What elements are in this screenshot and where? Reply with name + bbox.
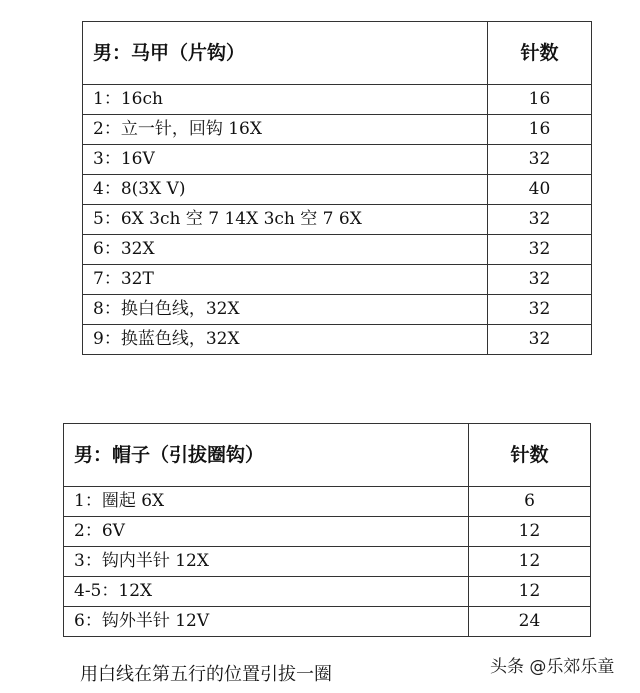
step-instruction: 1：16ch <box>83 85 488 115</box>
table-row <box>83 295 592 325</box>
table-row <box>83 265 592 295</box>
step-instruction: 3：16V <box>83 145 488 175</box>
table-row <box>83 175 592 205</box>
table-row <box>64 547 591 577</box>
stitch-count: 16 <box>488 85 592 115</box>
table-row <box>83 145 592 175</box>
stitch-count: 12 <box>469 547 591 577</box>
table-row <box>64 517 591 547</box>
stitch-count: 32 <box>488 295 592 325</box>
step-instruction: 7：32T <box>83 265 488 295</box>
stitch-count: 32 <box>488 235 592 265</box>
stitch-count: 24 <box>469 607 591 637</box>
table-row <box>83 85 592 115</box>
stitch-count: 6 <box>469 487 591 517</box>
stitch-count: 32 <box>488 205 592 235</box>
table-row <box>83 205 592 235</box>
table-row <box>83 325 592 355</box>
step-instruction: 4：8(3X V) <box>83 175 488 205</box>
stitch-count: 12 <box>469 517 591 547</box>
watermark-text: 头条 @乐郊乐童 <box>490 657 615 677</box>
step-instruction: 1：圈起 6X <box>64 487 469 517</box>
stitch-count-header: 针数 <box>469 424 591 487</box>
hat-title: 男：帽子（引拔圈钩） <box>64 424 469 487</box>
step-instruction: 2：6V <box>64 517 469 547</box>
step-instruction: 5：6X 3ch 空 7 14X 3ch 空 7 6X <box>83 205 488 235</box>
step-instruction: 8：换白色线，32X <box>83 295 488 325</box>
stitch-count-header: 针数 <box>488 22 592 85</box>
table-row <box>64 577 591 607</box>
step-instruction: 6：钩外半针 12V <box>64 607 469 637</box>
table-header-row <box>83 22 592 85</box>
stitch-count: 40 <box>488 175 592 205</box>
vest-title: 男：马甲（片钩） <box>83 22 488 85</box>
instruction-note: 用白线在第五行的位置引拔一圈 <box>80 664 332 685</box>
table-row <box>64 607 591 637</box>
vest-pattern-table <box>82 21 592 355</box>
step-instruction: 6：32X <box>83 235 488 265</box>
stitch-count: 32 <box>488 325 592 355</box>
stitch-count: 32 <box>488 265 592 295</box>
step-instruction: 4-5：12X <box>64 577 469 607</box>
hat-pattern-table <box>63 423 591 637</box>
hat-rows <box>64 487 591 637</box>
stitch-count: 12 <box>469 577 591 607</box>
step-instruction: 3：钩内半针 12X <box>64 547 469 577</box>
table-row <box>64 487 591 517</box>
table-row <box>83 235 592 265</box>
table-row <box>83 115 592 145</box>
step-instruction: 9：换蓝色线，32X <box>83 325 488 355</box>
step-instruction: 2：立一针，回钩 16X <box>83 115 488 145</box>
stitch-count: 16 <box>488 115 592 145</box>
table-header-row <box>64 424 591 487</box>
vest-rows <box>83 85 592 355</box>
stitch-count: 32 <box>488 145 592 175</box>
